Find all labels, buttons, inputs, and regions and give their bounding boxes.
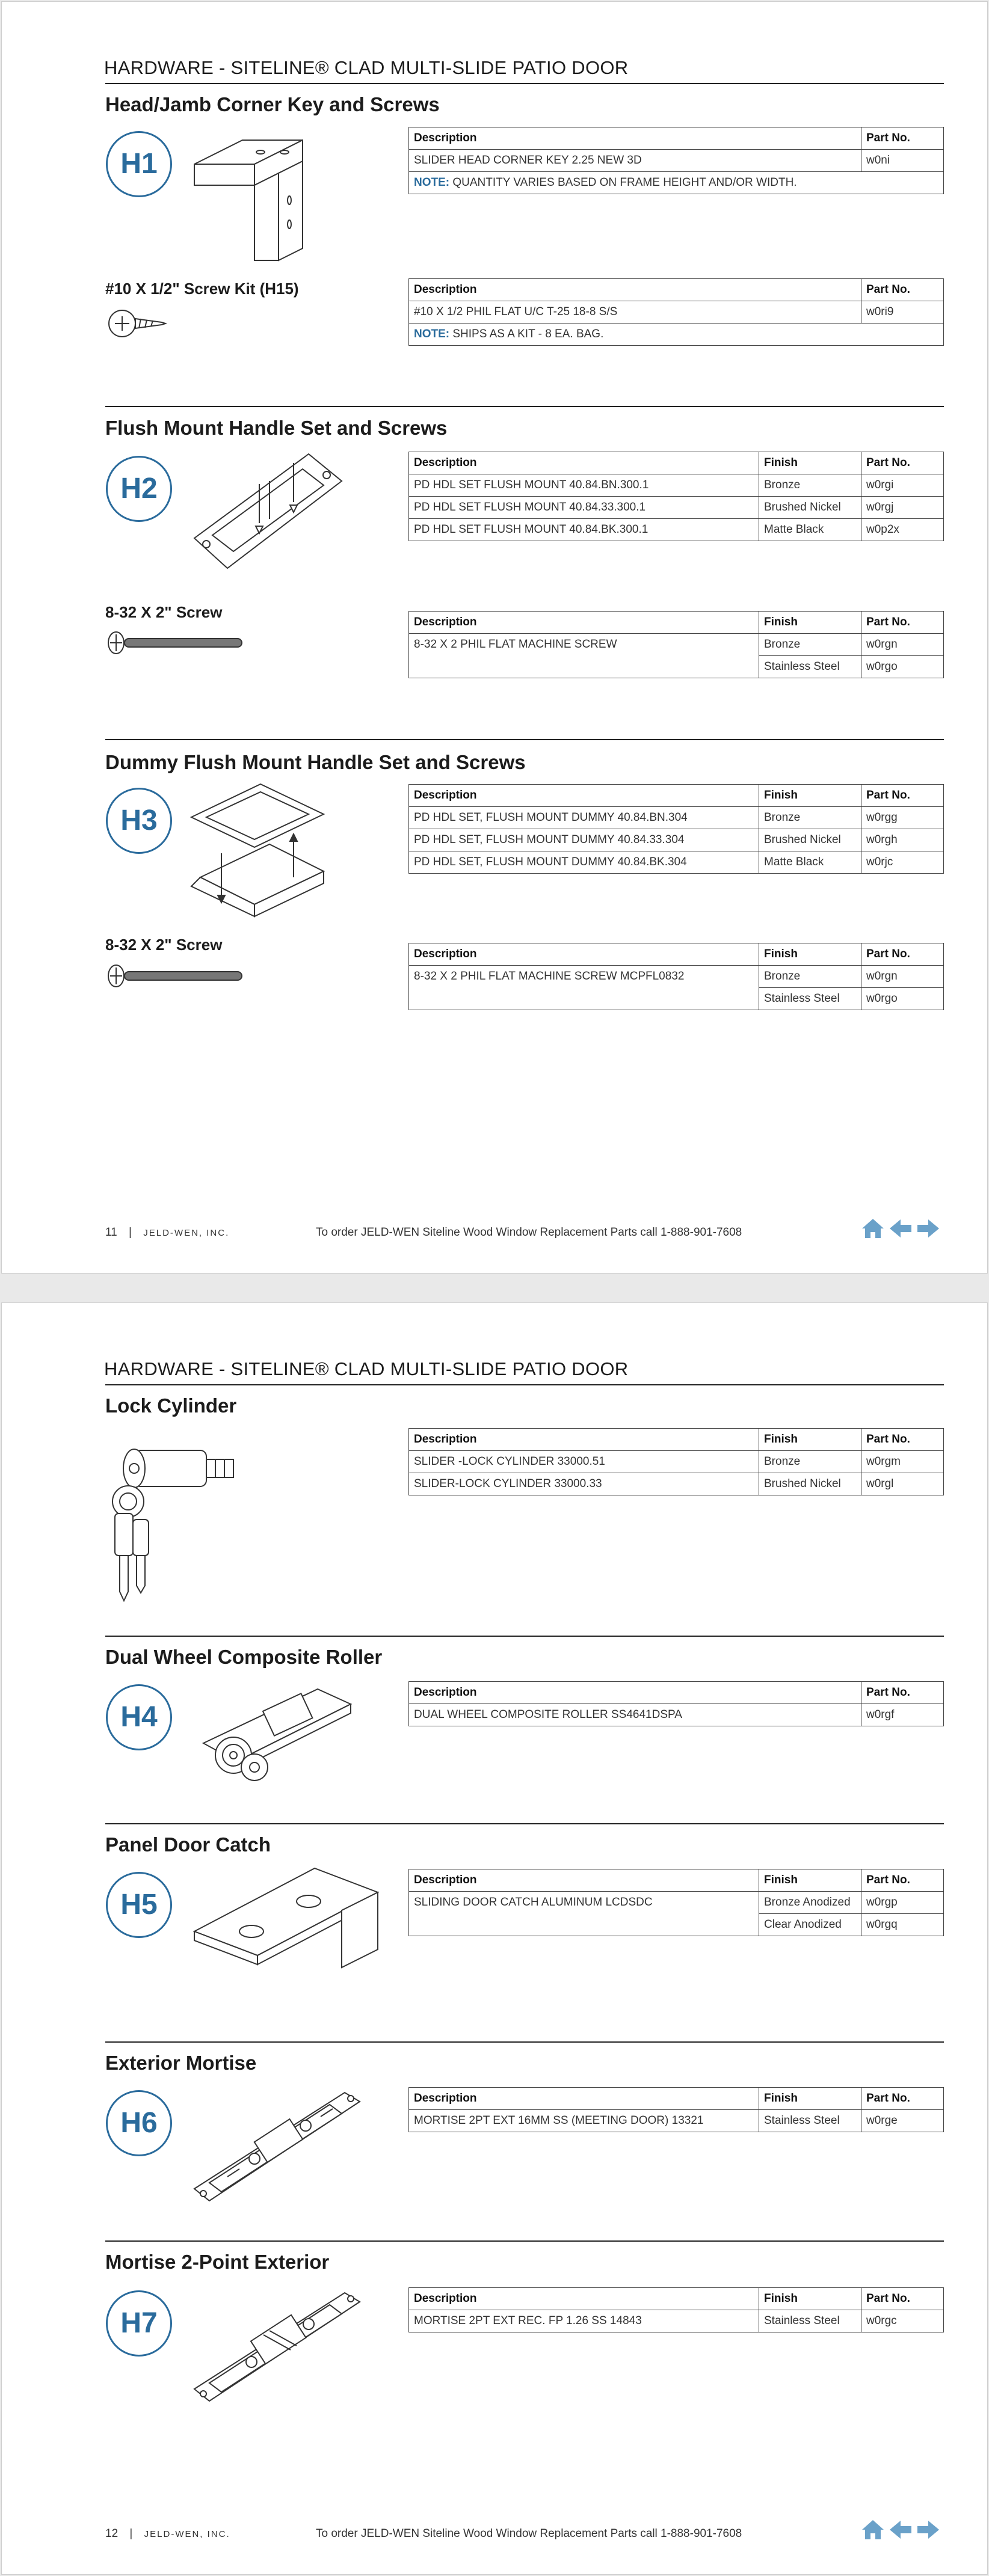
footer-nav [861,1218,940,1239]
table-row: PD HDL SET FLUSH MOUNT 40.84.BN.300.1 Bronze w0rgi [409,474,944,497]
parts-table-h2: Description Finish Part No. PD HDL SET FLUSH MOUNT 40.84.BN.300.1 Bronze w0rgi PD HDL SET FLUSH MOUNT 40.84.33.300.1 Brushed Nickel w0rgj PD HDL SET FLUSH MOUNT 40.84.BK.300.1 Matte Black w0p2x [408,452,944,541]
section-title-h2: Flush Mount Handle Set and Screws [105,417,448,439]
badge-h6: H6 [106,2090,172,2156]
footer-nav [861,2519,940,2541]
badge-h2: H2 [106,456,172,522]
page-header: HARDWARE - SITELINE® CLAD MULTI-SLIDE PATIO DOOR [104,57,629,78]
arrow-left-icon[interactable] [889,2519,913,2541]
table-row: Clear Anodized w0rgq [409,1914,944,1936]
section-rule [105,1636,944,1637]
exterior-mortise-illustration [191,2087,363,2207]
section-rule [105,2240,944,2242]
badge-h4: H4 [106,1684,172,1750]
table-row: 8-32 X 2 PHIL FLAT MACHINE SCREW MCPFL0832 Bronze w0rgn [409,966,944,988]
note-row: NOTE: SHIPS AS A KIT - 8 EA. BAG. [409,324,944,346]
page-number: 11 [105,1226,117,1239]
badge-h3: H3 [106,788,172,854]
page-number: 12 [105,2527,119,2540]
table-row: Stainless Steel w0rgo [409,656,944,678]
screw-kit-illustration [108,305,168,342]
subsection-title-screw: 8-32 X 2" Screw [105,936,223,954]
footer [105,2527,230,2541]
parts-table-h3: Description Finish Part No. PD HDL SET, FLUSH MOUNT DUMMY 40.84.BN.304 Bronze w0rgg PD HDL SET, FLUSH MOUNT DUMMY 40.84.33.304 Brushed Nickel w0rgh PD HDL SET, FLUSH MOUNT DUMMY 40.84.BK.304 Matte Black w0rjc [408,784,944,874]
footer-separator: | [129,2527,133,2540]
subsection-title-screw: 8-32 X 2" Screw [105,603,223,621]
table-row: 8-32 X 2 PHIL FLAT MACHINE SCREW Bronze w0rgn [409,634,944,656]
footer-order-text: To order JELD-WEN Siteline Wood Window Replacement Parts call 1-888-901-7608 [316,2527,742,2540]
section-title-h1: Head/Jamb Corner Key and Screws [105,93,440,115]
parts-table-h6: Description Finish Part No. MORTISE 2PT EXT 16MM SS (MEETING DOOR) 13321 Stainless Steel w0rge [408,2087,944,2132]
footer [105,1226,229,1239]
flush-handle-illustration [188,448,345,577]
section-title-h4: Dual Wheel Composite Roller [105,1646,383,1668]
table-row: SLIDER HEAD CORNER KEY 2.25 NEW 3D w0ni [409,150,944,172]
section-title-h5: Panel Door Catch [105,1833,271,1856]
parts-table-h4: Description Part No. DUAL WHEEL COMPOSITE ROLLER SS4641DSPA w0rgf [408,1681,944,1726]
arrow-right-icon[interactable] [916,2519,940,2541]
parts-table-h7: Description Finish Part No. MORTISE 2PT EXT REC. FP 1.26 SS 14843 Stainless Steel w0rgc [408,2287,944,2332]
home-icon[interactable] [861,2519,885,2541]
badge-h7: H7 [106,2290,172,2357]
table-row: #10 X 1/2 PHIL FLAT U/C T-25 18-8 S/S w0ri9 [409,301,944,324]
table-row: MORTISE 2PT EXT REC. FP 1.26 SS 14843 Stainless Steel w0rgc [409,2310,944,2332]
parts-table-h1 [408,127,944,194]
table-row: PD HDL SET, FLUSH MOUNT DUMMY 40.84.BN.304 Bronze w0rgg [409,807,944,829]
parts-table-h5: Description Finish Part No. SLIDING DOOR CATCH ALUMINUM LCDSDC Bronze Anodized w0rgp Clear Anodized w0rgq [408,1869,944,1936]
parts-table-screw-h3: Description Finish Part No. 8-32 X 2 PHIL FLAT MACHINE SCREW MCPFL0832 Bronze w0rgn Stainless Steel w0rgo [408,943,944,1010]
table-row: SLIDER -LOCK CYLINDER 33000.51 Bronze w0rgm [409,1451,944,1473]
page-header: HARDWARE - SITELINE® CLAD MULTI-SLIDE PATIO DOOR [104,1358,629,1379]
table-row: SLIDER-LOCK CYLINDER 33000.33 Brushed Nickel w0rgl [409,1473,944,1495]
section-rule [105,406,944,407]
col-header-description: Description [409,127,861,150]
corner-key-illustration [188,128,309,263]
lock-cylinder-illustration [98,1429,242,1604]
table-row: MORTISE 2PT EXT 16MM SS (MEETING DOOR) 13321 Stainless Steel w0rge [409,2110,944,2132]
table-row: PD HDL SET, FLUSH MOUNT DUMMY 40.84.BK.304 Matte Black w0rjc [409,851,944,874]
section-title-h7: Mortise 2-Point Exterior [105,2251,330,2273]
door-catch-illustration [191,1865,384,1967]
arrow-right-icon[interactable] [916,1218,940,1239]
section-rule [105,1823,944,1824]
footer-separator: | [129,1226,132,1239]
parts-table-screw-h2: Description Finish Part No. 8-32 X 2 PHIL FLAT MACHINE SCREW Bronze w0rgn Stainless Steel w0rgo [408,611,944,678]
section-title-lock-cylinder: Lock Cylinder [105,1394,237,1417]
footer-order-text: To order JELD-WEN Siteline Wood Window Replacement Parts call 1-888-901-7608 [316,1226,742,1239]
note-text: QUANTITY VARIES BASED ON FRAME HEIGHT AND/OR WIDTH. [449,176,797,189]
badge-h1: H1 [106,131,172,197]
note-label: NOTE: [414,176,450,189]
footer-company: JELD-WEN, INC. [144,2529,230,2539]
header-rule [105,83,944,84]
table-row: Stainless Steel w0rgo [409,988,944,1010]
parts-table-lock-cylinder: Description Finish Part No. SLIDER -LOCK CYLINDER 33000.51 Bronze w0rgm SLIDER-LOCK CYLINDER 33000.33 Brushed Nickel w0rgl [408,1428,944,1495]
footer-company: JELD-WEN, INC. [143,1228,230,1238]
table-row: PD HDL SET FLUSH MOUNT 40.84.BK.300.1 Matte Black w0p2x [409,519,944,541]
table-row: SLIDING DOOR CATCH ALUMINUM LCDSDC Bronze Anodized w0rgp [409,1892,944,1914]
section-rule [105,2041,944,2043]
arrow-left-icon[interactable] [889,1218,913,1239]
table-row: PD HDL SET, FLUSH MOUNT DUMMY 40.84.33.304 Brushed Nickel w0rgh [409,829,944,851]
page-12 [1,1302,988,2575]
subsection-title-screw-kit: #10 X 1/2" Screw Kit (H15) [105,280,299,298]
machine-screw-illustration [106,964,245,988]
table-row: DUAL WHEEL COMPOSITE ROLLER SS4641DSPA w0rgf [409,1704,944,1726]
section-title-h6: Exterior Mortise [105,2052,257,2074]
badge-h5: H5 [106,1872,172,1938]
dummy-handle-illustration [188,781,327,925]
section-title-h3: Dummy Flush Mount Handle Set and Screws [105,751,526,773]
parts-table-screw-kit: Description Part No. #10 X 1/2 PHIL FLAT U/C T-25 18-8 S/S w0ri9 NOTE: SHIPS AS A KIT - 8 EA. BAG. [408,278,944,346]
roller-illustration [197,1677,354,1785]
note-row [409,172,944,194]
home-icon[interactable] [861,1218,885,1239]
header-rule [105,1384,944,1385]
mortise-2-point-illustration [191,2287,363,2407]
table-row: PD HDL SET FLUSH MOUNT 40.84.33.300.1 Brushed Nickel w0rgj [409,497,944,519]
section-rule [105,739,944,740]
machine-screw-illustration [106,631,245,655]
page-11 [1,1,988,1274]
col-header-part-no: Part No. [861,127,944,150]
